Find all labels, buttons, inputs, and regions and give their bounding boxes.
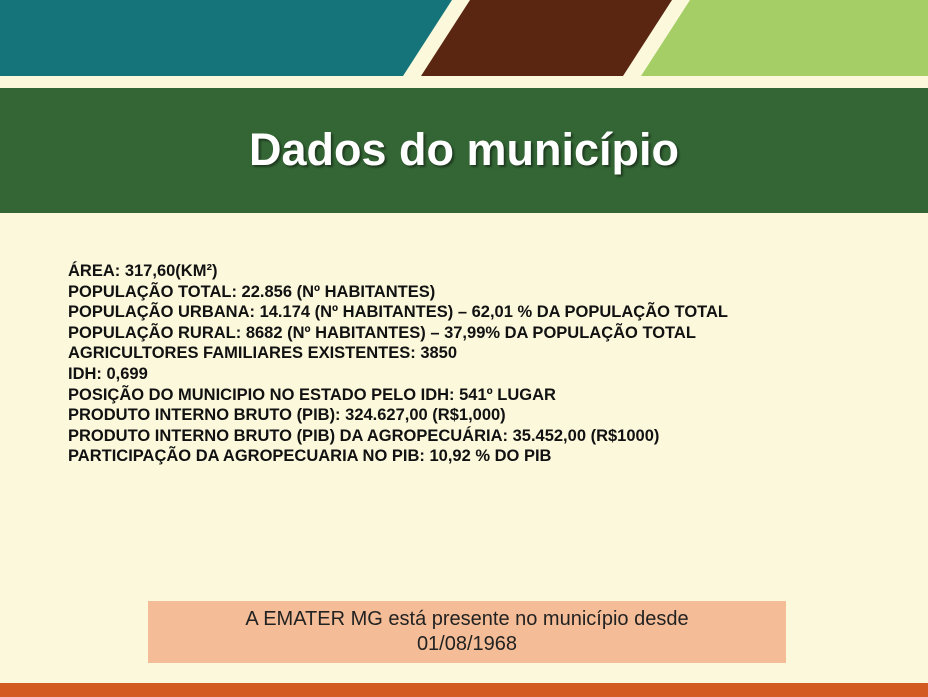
fact-urban-population: POPULAÇÃO URBANA: 14.174 (Nº HABITANTES) – 62,01 % DA POPULAÇÃO TOTAL: [68, 303, 728, 322]
fact-rural-population: POPULAÇÃO RURAL: 8682 (Nº HABITANTES) – 37,99% DA POPULAÇÃO TOTAL: [68, 323, 696, 342]
fact-gdp: PRODUTO INTERNO BRUTO (PIB): 324.627,00 (R$1,000): [68, 406, 506, 425]
decorative-stripes: [0, 0, 928, 76]
stripes-graphic: [0, 0, 928, 76]
brown-stripe: [421, 0, 672, 76]
bottom-accent-bar: [0, 683, 928, 697]
fact-agri-gdp: PRODUTO INTERNO BRUTO (PIB) DA AGROPECUÁRIA: 35.452,00 (R$1000): [68, 426, 660, 445]
emater-note-text: [245, 607, 688, 657]
fact-family-farmers: AGRICULTORES FAMILIARES EXISTENTES: 3850: [68, 344, 458, 363]
emater-note-box: [148, 601, 786, 663]
fact-idh-ranking: POSIÇÃO DO MUNICIPIO NO ESTADO PELO IDH: 541º LUGAR: [68, 385, 556, 404]
teal-stripe: [0, 0, 452, 76]
lightgreen-stripe: [641, 0, 928, 76]
fact-agri-gdp-share: PARTICIPAÇÃO DA AGROPECUARIA NO PIB: 10,92 % DO PIB: [68, 447, 552, 466]
fact-idh: IDH: 0,699: [68, 364, 148, 383]
municipality-facts-list: [68, 261, 728, 467]
slide-title: Dados do município: [248, 124, 679, 175]
emater-note-line-1: A EMATER MG está presente no município desde: [245, 608, 689, 630]
fact-total-population: POPULAÇÃO TOTAL: 22.856 (Nº HABITANTES): [68, 282, 436, 301]
fact-area: ÁREA: 317,60(KM²): [68, 262, 218, 280]
emater-note-date: 01/08/1968: [416, 633, 518, 655]
